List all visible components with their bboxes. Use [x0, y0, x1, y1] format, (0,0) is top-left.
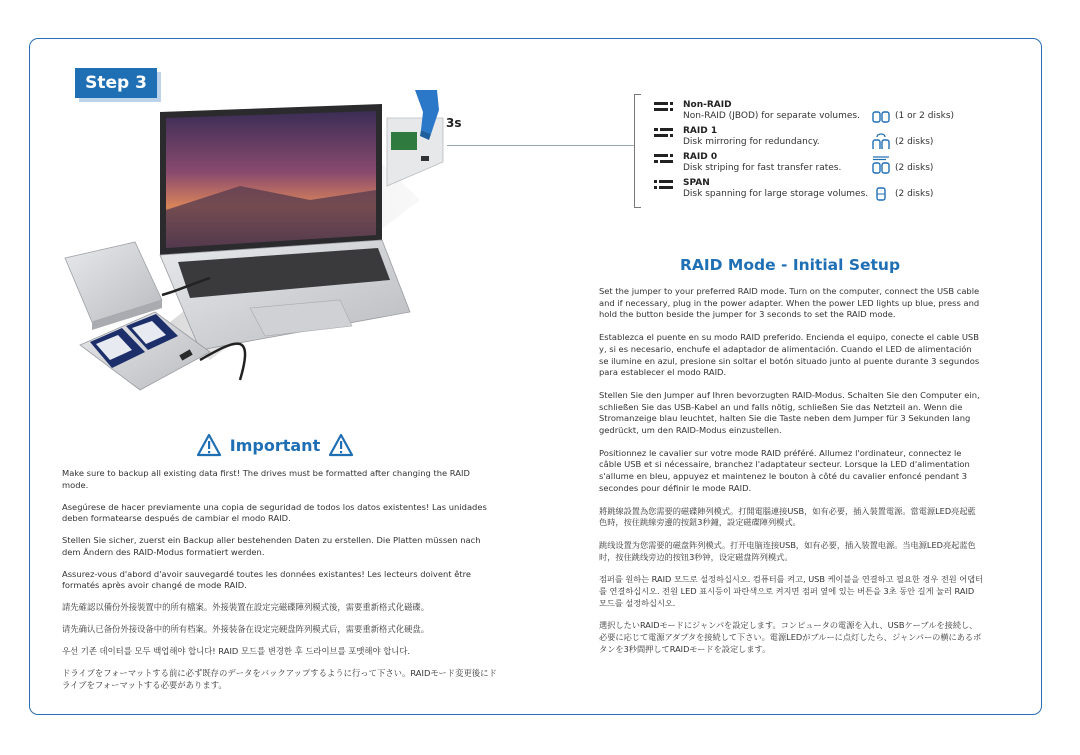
raid-mode-disks: (1 or 2 disks): [895, 111, 955, 121]
setup-paragraph-de: Stellen Sie den Jumper auf Ihren bevorzugten RAID-Modus. Schalten Sie den Computer ein, schließen Sie das USB-Kabel an und falls nötig, schließen Sie das Netzteil an. Wenn die Stromanzeige blau leuchtet, halten Sie die Taste neben dem Jumper für 3 Sekunden lang gedrückt, um den RAID-Modus einzustellen.: [599, 389, 980, 436]
important-paragraph-ja: ドライブをフォーマットする前に必ず既存のデータをバックアップするように行って下さい。RAIDモード変更後にドライブをフォーマットする必要があります。: [62, 668, 497, 690]
important-heading: [60, 433, 490, 459]
raid-mode-raid0: [654, 152, 974, 178]
step-badge: Step 3: [75, 68, 157, 98]
warning-icon: [196, 433, 222, 457]
setup-title: RAID Mode - Initial Setup: [679, 256, 901, 274]
setup-paragraph-es: Establezca el puente en su modo RAID preferido. Encienda el equipo, conecte el cable USB y, si es necesario, enchufe el adaptador de alimentación. Cuando el LED de alimentación se ilumine en azul, presione sin soltar el botón situado junto al puente durante 3 segundos para establecer el modo RAID.: [599, 332, 980, 378]
important-paragraph-es: Asegúrese de hacer previamente una copia de seguridad de todos los datos existentes! Las unidades deben formatearse después de cambiar el modo RAID.: [62, 501, 487, 524]
raid-mode-raid1: [654, 126, 974, 152]
callout-line: [447, 145, 635, 146]
raid-mode-description: Disk spanning for large storage volumes.: [683, 189, 869, 199]
important-paragraph-ko: 우선 기존 데이터를 모두 백업해야 합니다! RAID 모드를 변경한 후 드라이브를 포맷해야 합니다.: [62, 646, 411, 657]
raid-mode-title: SPAN: [683, 178, 710, 188]
setup-paragraph-fr: Positionnez le cavalier sur votre mode RAID préféré. Allumez l'ordinateur, connectez le câble USB et si nécessaire, branchez l'adaptateur secteur. Lorsque la LED d'alimentation s'allume en bleu, appuyez et maintenez le bouton à côté du cavalier enfoncé pendant 3 secondes pour définir le mode RAID.: [599, 447, 970, 493]
two-drives-icon: [872, 109, 890, 123]
button-zoom-illustration: [385, 90, 445, 190]
striped-drives-icon: [872, 155, 890, 175]
setup-paragraph-en: Set the jumper to your preferred RAID mode. Turn on the computer, connect the USB cable and if necessary, plug in the power adapter. When the power LED lights up blue, press and hold the button beside the jumper for 3 seconds to set the RAID mode.: [599, 286, 980, 320]
raid-mode-title: RAID 0: [683, 152, 718, 162]
setup-paragraph-ja: 選択したいRAIDモードにジャンパを設定します。コンピュータの電源を入れ、USBケーブルを接続し、必要に応じて電源アダプタを接続して下さい。電源LEDがブルーに点灯したら、ジャンパーの横にあるボタンを3秒間押してRAIDモードを設定します。: [599, 620, 982, 654]
raid-mode-description: Disk mirroring for redundancy.: [683, 137, 820, 147]
single-drive-icon: [872, 187, 890, 201]
raid-mode-disks: (2 disks): [895, 137, 934, 147]
raid-bracket: [634, 94, 641, 208]
jumper-glyph-icon: [654, 102, 674, 112]
mirror-drives-icon: [872, 129, 890, 149]
raid-mode-title: Non-RAID: [683, 100, 732, 110]
raid-mode-list: [654, 100, 974, 204]
important-paragraph-fr: Assurez-vous d'abord d'avoir sauvegardé toutes les données existantes! Les lecteurs doivent être formatés après avoir changé de mode RAID.: [62, 568, 472, 591]
important-paragraph-en: Make sure to backup all existing data first! The drives must be formatted after changing the RAID mode.: [62, 468, 470, 490]
important-paragraph-zh-tw: 請先確認以備份外接裝置中的所有檔案。外接裝置在設定完磁碟陣列模式後，需要重新格式化磁碟。: [62, 602, 430, 613]
jumper-glyph-icon: [654, 128, 674, 138]
setup-paragraph-zh-tw: 將跳線設置為您需要的磁碟陣列模式。打開電腦連接USB，如有必要，插入裝置電源。當電源LED亮起藍色時，按住跳線旁邊的按鈕3秒鐘，設定磁碟陣列模式。: [599, 505, 976, 528]
raid-mode-title: RAID 1: [683, 126, 718, 136]
raid-mode-non-raid: [654, 100, 974, 126]
raid-mode-disks: (2 disks): [895, 189, 934, 199]
hold-time-label: 3s: [446, 116, 462, 130]
raid-mode-description: Non-RAID (JBOD) for separate volumes.: [683, 111, 860, 121]
important-label: Important: [229, 435, 321, 455]
jumper-glyph-icon: [654, 180, 674, 190]
setup-paragraph-zh-cn: 跳线设置为您需要的磁盘阵列模式。打开电脑连接USB，如有必要，插入装置电源。当电源LED亮起蓝色时，按住跳线旁边的按钮3秒钟，设定磁盘阵列模式。: [599, 539, 976, 562]
jumper-glyph-icon: [654, 154, 674, 164]
important-paragraph-zh-cn: 请先确认已备份外接设备中的所有档案。外接装备在设定完硬盘阵列模式后，需要重新格式化硬盘。: [62, 624, 430, 635]
raid-mode-disks: (2 disks): [895, 163, 934, 173]
warning-icon: [328, 433, 354, 457]
setup-instructions: [599, 286, 983, 667]
raid-mode-description: Disk striping for fast transfer rates.: [683, 163, 842, 173]
important-notes: [62, 468, 498, 702]
raid-mode-span: [654, 178, 974, 204]
setup-paragraph-ko: 점퍼를 원하는 RAID 모드로 설정하십시오. 컴퓨터를 켜고, USB 케이블을 연결하고 필요한 경우 전원 어댑터를 연결하십시오. 전원 LED 표시등이 파란색으로 켜지면 점퍼 옆에 있는 버튼을 3초 동안 길게 눌러 RAID 모드를 설정하십시오.: [599, 574, 983, 608]
important-paragraph-de: Stellen Sie sicher, zuerst ein Backup aller bestehenden Daten zu erstellen. Die Platten müssen nach dem Ändern des RAID-Modus formatiert werden.: [62, 535, 481, 557]
